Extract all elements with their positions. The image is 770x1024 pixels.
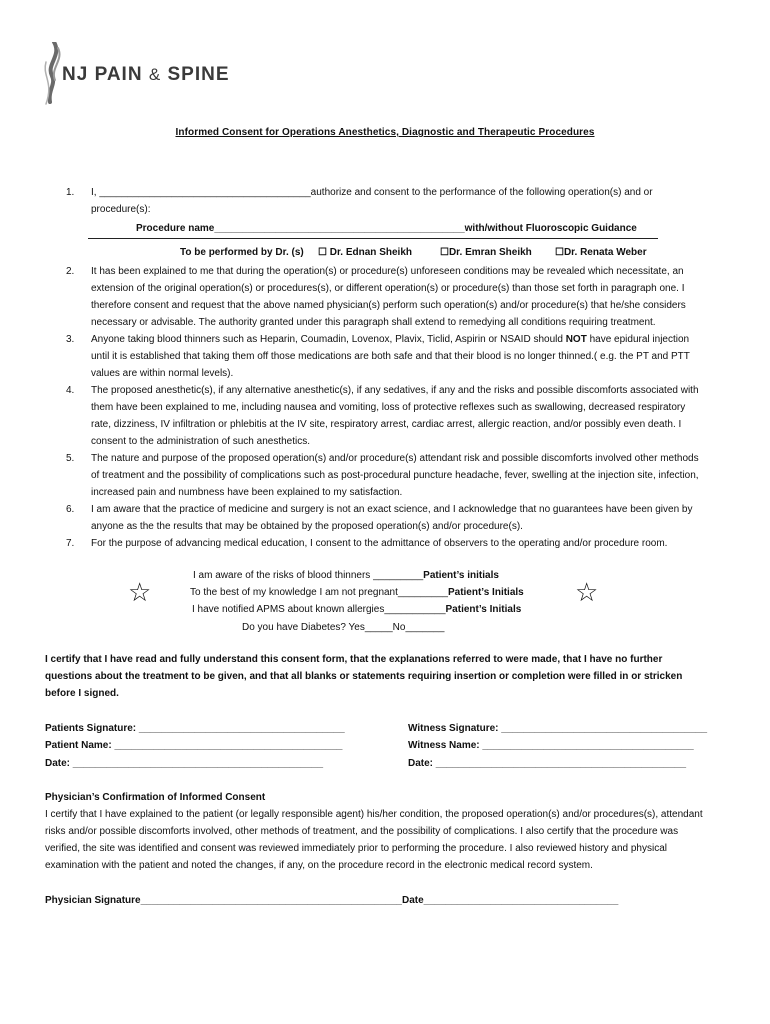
item-number: 6. — [66, 504, 75, 515]
item-line: Anyone taking blood thinners such as Heparin, Coumadin, Lovenox, Plavix, Ticlid, Aspirin or NSAID should NOT have epidural injection — [91, 334, 690, 345]
physician-line: verified, the site was identified and consent was reviewed immediately prior to performing the procedure. I also reviewed history and physical — [45, 843, 667, 854]
patient-date-field[interactable]: Date: _____________________________________________ — [45, 758, 324, 769]
item-line: rate, dizziness, IV infiltration or phlebitis at the IV site, respiratory arrest, cardiac arrest, allergic reaction, and/or possibly even death. I — [91, 419, 682, 430]
certify-line: questions about the treatment to be given, and that all blanks or statements requiring insertion or completion were filled in or stricken — [45, 671, 683, 682]
doctors-label: To be performed by Dr. (s) — [180, 247, 304, 258]
item-number: 3. — [66, 334, 75, 345]
doctor-checkbox-emran[interactable]: ☐Dr. Emran Sheikh — [440, 247, 532, 258]
procedure-name-line: Procedure name_____________________________________________with/without Fluoroscopic Guidance — [136, 223, 637, 234]
certify-line: before I signed. — [45, 688, 119, 699]
item-line: increased pain and numbness have been explained to my satisfaction. — [91, 487, 403, 498]
list-item — [66, 535, 726, 552]
item-line: anyone as the the results that may be obtained by the proposed operation(s) and/or procedure(s). — [91, 521, 523, 532]
item-number: 4. — [66, 385, 75, 396]
physician-signature-field[interactable]: Physician Signature_______________________________________________Date___________________________________ — [45, 895, 619, 906]
item-line: I am aware that the practice of medicine and surgery is not an exact science, and I acknowledge that no guarantees have been given by — [91, 504, 693, 515]
item-text — [91, 331, 726, 382]
logo-swoosh-icon — [42, 42, 64, 108]
item-line: therefore consent and request that the above named physician(s) perform such operation(s) and/or procedure(s) that he/she considers — [91, 300, 686, 311]
list-item — [66, 450, 726, 501]
initials-blood-thinners[interactable] — [193, 567, 499, 584]
item-text — [91, 263, 726, 331]
initials-allergies[interactable] — [192, 601, 521, 618]
item-line: until it is established that taking them off those medications are both safe and that their blood is no longer thinned.( e.g. the PT and PTT — [91, 351, 690, 362]
physician-paragraph — [45, 806, 745, 874]
item-number: 5. — [66, 453, 75, 464]
item-text — [91, 501, 726, 535]
star-icon-left: ☆ — [128, 578, 152, 608]
list-item — [66, 382, 726, 450]
initials-label: Patient’s Initials — [447, 587, 524, 598]
item-line: The nature and purpose of the proposed operation(s) and/or procedure(s) attendant risk and possible discomforts involved other methods — [91, 453, 699, 464]
initials-pregnant[interactable] — [190, 584, 524, 601]
item-line: The proposed anesthetic(s), if any alternative anesthetic(s), if any sedatives, if any and the risks and possible discomforts associated with — [91, 385, 699, 396]
witness-signature-field[interactable]: Witness Signature: _____________________________________ — [408, 723, 708, 734]
physician-heading: Physician’s Confirmation of Informed Consent — [45, 792, 266, 803]
initials-text: I am aware of the risks of blood thinners _________ — [193, 570, 424, 581]
logo-main: NJ PAIN — [62, 64, 143, 85]
certify-paragraph — [45, 651, 745, 702]
document-title: Informed Consent for Operations Anesthetics, Diagnostic and Therapeutic Procedures — [175, 127, 595, 138]
doctor-checkbox-renata[interactable]: ☐Dr. Renata Weber — [555, 247, 647, 258]
item-line: For the purpose of advancing medical education, I consent to the admittance of observers to the operating and/or procedure room. — [91, 538, 668, 549]
list-item — [66, 501, 726, 535]
numbered-items — [66, 263, 726, 552]
item-line: values are within normal levels). — [91, 368, 234, 379]
item-text — [91, 450, 726, 501]
initials-text: I have notified APMS about known allergies___________ — [192, 604, 446, 615]
logo — [42, 42, 282, 112]
item-1-number: 1. — [66, 187, 75, 198]
item-line: consent to the administration of such anesthetics. — [91, 436, 311, 447]
list-item — [66, 263, 726, 331]
item-text — [91, 535, 726, 552]
item-line: It has been explained to me that during the operation(s) or procedure(s) unforeseen conditions may be revealed which necessitate, an — [91, 266, 684, 277]
logo-text — [62, 64, 230, 86]
doctor-checkbox-ednan[interactable]: ☐ Dr. Ednan Sheikh — [318, 247, 412, 258]
certify-line: I certify that I have read and fully understand this consent form, that the explanations referred to were made, that I have no further — [45, 654, 663, 665]
item-line: of treatment and the possibility of complications such as post-procedural puncture headache, fever, swelling at the injection site, infection, — [91, 470, 699, 481]
patient-name-field[interactable]: Patient Name: _________________________________________ — [45, 740, 343, 751]
item-number: 2. — [66, 266, 75, 277]
item-line: extension of the original operation(s) or procedures(s), or different operation(s) or procedure(s) than those set forth in paragraph one. I — [91, 283, 685, 294]
item-line: necessary or advisable. The authority granted under this paragraph shall extend to remedying all conditions requiring treatment. — [91, 317, 656, 328]
logo-tail: SPINE — [167, 64, 230, 85]
initials-label: Patient’s initials — [423, 570, 499, 581]
star-icon-right: ☆ — [575, 578, 599, 608]
initials-label: Patient’s Initials — [445, 604, 522, 615]
witness-name-field[interactable]: Witness Name: ______________________________________ — [408, 740, 694, 751]
patient-signature-field[interactable]: Patients Signature: _____________________________________ — [45, 723, 345, 734]
initials-text: To the best of my knowledge I am not pregnant_________ — [190, 587, 448, 598]
item-line: them have been explained to me, including nausea and vomiting, loss of protective reflexes such as swallowing, decreased respiratory — [91, 402, 686, 413]
procedure-underline — [88, 238, 658, 239]
item-1-line2: procedure(s): — [91, 204, 151, 215]
emphasis-not: NOT — [565, 334, 587, 345]
diabetes-question[interactable]: Do you have Diabetes? Yes_____No_______ — [242, 622, 445, 633]
item-text — [91, 382, 726, 450]
item-number: 7. — [66, 538, 75, 549]
physician-line: risks and/or possible discomforts involved, other methods of treatment, and the possibility of complications. I also certify that the procedure was — [45, 826, 679, 837]
list-item — [66, 331, 726, 382]
witness-date-field[interactable]: Date: _____________________________________________ — [408, 758, 687, 769]
logo-amp: & — [148, 65, 162, 84]
item-1-line1: I, ______________________________________authorize and consent to the performance of the following operation(s) and or — [91, 187, 653, 198]
physician-line: examination with the patient and noted the changes, if any, on the procedure record in the electronic medical record system. — [45, 860, 593, 871]
physician-line: I certify that I have explained to the patient (or legally responsible agent) his/her condition, the proposed operation(s) and/or procedures(s), attendant — [45, 809, 703, 820]
